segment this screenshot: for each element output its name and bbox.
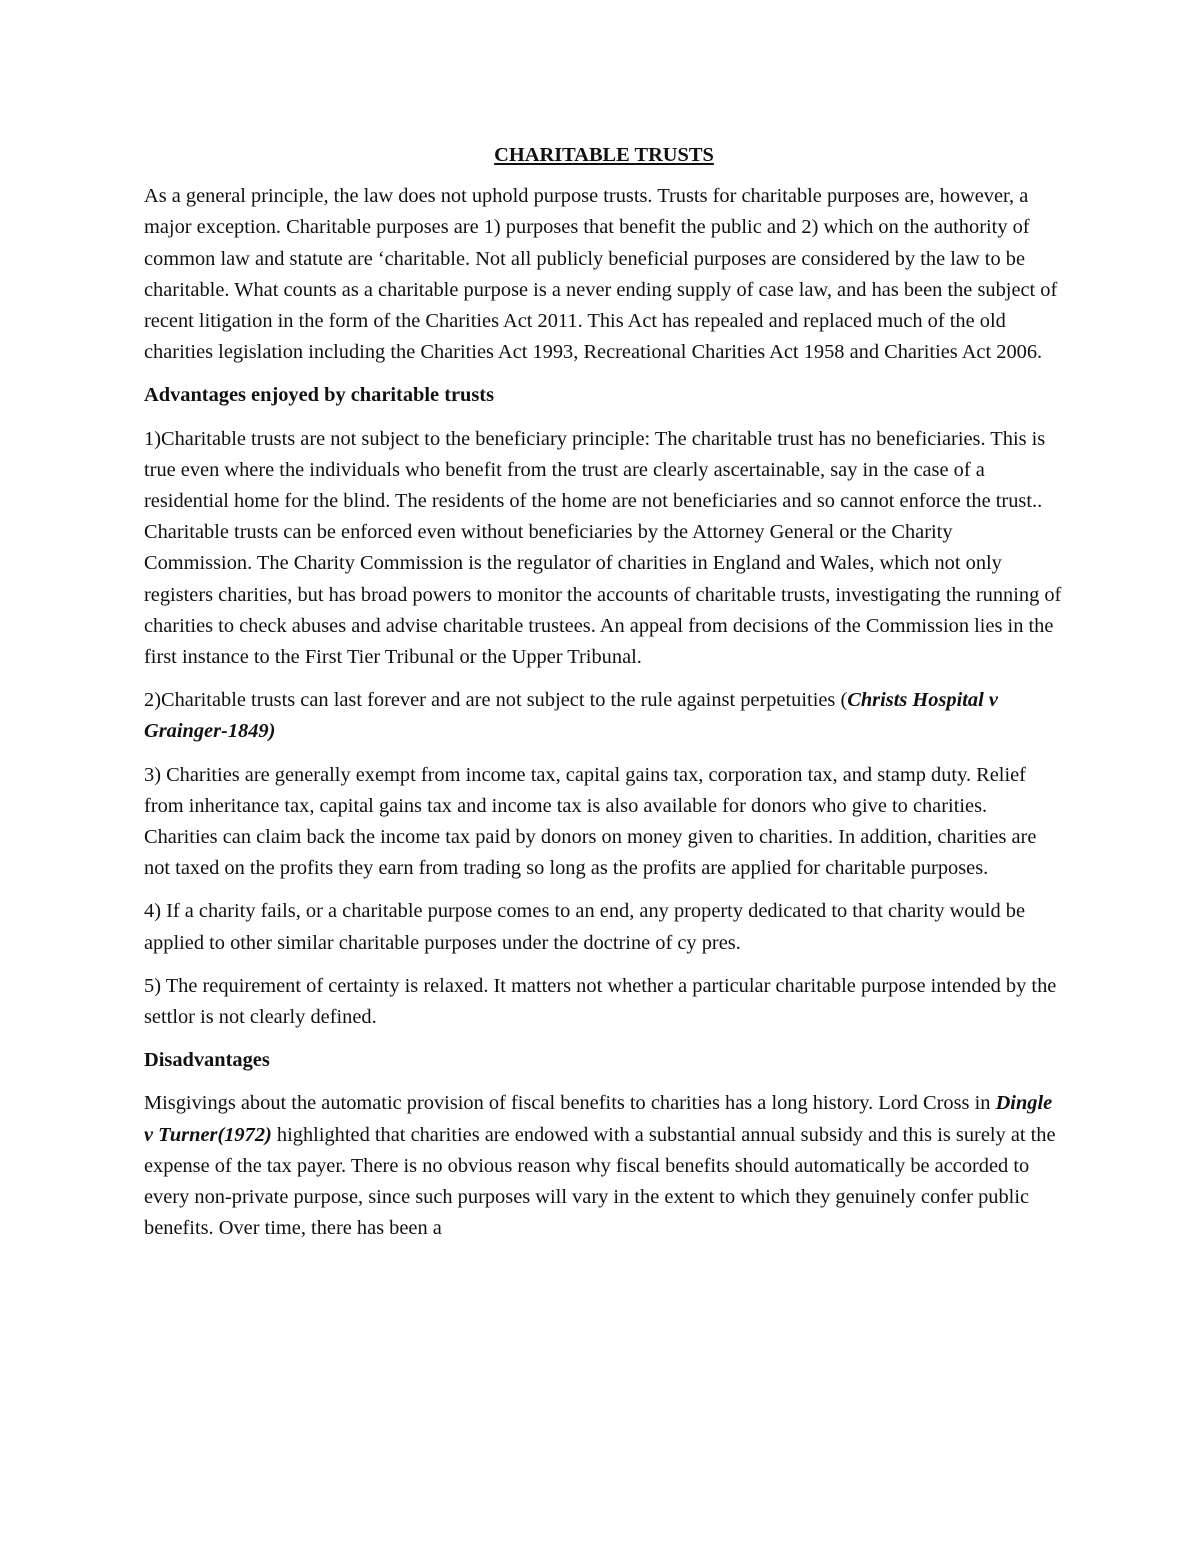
disadvantages-paragraph: [144, 1088, 1064, 1244]
disadvantages-text-before: Misgivings about the automatic provision of fiscal benefits to charities has a long history. Lord Cross in: [144, 1092, 996, 1115]
disadvantages-heading: Disadvantages: [144, 1049, 270, 1072]
document-body: [144, 140, 1064, 1257]
advantage-point-3: 3) Charities are generally exempt from income tax, capital gains tax, corporation tax, and stamp duty. Relief from inheritance tax, capital gains tax and income tax is also available for donors who give to charities. Charities can claim back the income tax paid by donors on money given to charities. In addition, charities are not taxed on the profits they earn from trading so long as the profits are applied for charitable purposes.: [144, 763, 1037, 880]
disadvantages-text-after: highlighted that charities are endowed with a substantial annual subsidy and this is surely at the expense of the tax payer. There is no obvious reason why fiscal benefits should automatically be accorded to every non-private purpose, since such purposes will vary in the extent to which they genuinely confer public benefits. Over time, there has been a: [144, 1123, 1056, 1240]
case-citation-dingle-v-turner: Dingle v Turner(1972): [144, 1092, 1053, 1146]
advantage-point-5: 5) The requirement of certainty is relaxed. It matters not whether a particular charitable purpose intended by the settlor is not clearly defined.: [144, 974, 1057, 1029]
advantages-heading: Advantages enjoyed by charitable trusts: [144, 384, 495, 407]
advantage-point-1: 1)Charitable trusts are not subject to the beneficiary principle: The charitable trust has no beneficiaries. This is true even where the individuals who benefit from the trust are clearly ascertainable, say in the case of a residential home for the blind. The residents of the home are not beneficiaries and so cannot enforce the trust.. Charitable trusts can be enforced even without beneficiaries by the Attorney General or the Charity Commission. The Charity Commission is the regulator of charities in England and Wales, which not only registers charities, but has broad powers to monitor the accounts of charitable trusts, investigating the running of charities to check abuses and advise charitable trustees. An appeal from decisions of the Commission lies in the first instance to the First Tier Tribunal or the Upper Tribunal.: [144, 427, 1062, 669]
advantage-point-4: 4) If a charity fails, or a charitable purpose comes to an end, any property dedicated to that charity would be applied to other similar charitable purposes under the doctrine of cy pres.: [144, 900, 1025, 954]
document-title: CHARITABLE TRUSTS: [494, 144, 714, 166]
advantage-point-2: [144, 685, 1064, 747]
intro-paragraph: As a general principle, the law does not uphold purpose trusts. Trusts for charitable purposes are, however, a major exception. Charitable purposes are 1) purposes that benefit the public and 2) which on the authority of common law and statute are ‘charitable. Not all publicly beneficial purposes are considered by the law to be charitable. What counts as a charitable purpose is a never ending supply of case law, and has been the subject of recent litigation in the form of the Charities Act 2011. This Act has repealed and replaced much of the old charities legislation including the Charities Act 1993, Recreational Charities Act 1958 and Charities Act 2006.: [144, 185, 1058, 364]
advantage-point-2-text: 2)Charitable trusts can last forever and are not subject to the rule against perpetuities (: [144, 689, 848, 712]
case-citation-christs-hospital: Christs Hospital v Grainger-1849): [144, 689, 998, 743]
